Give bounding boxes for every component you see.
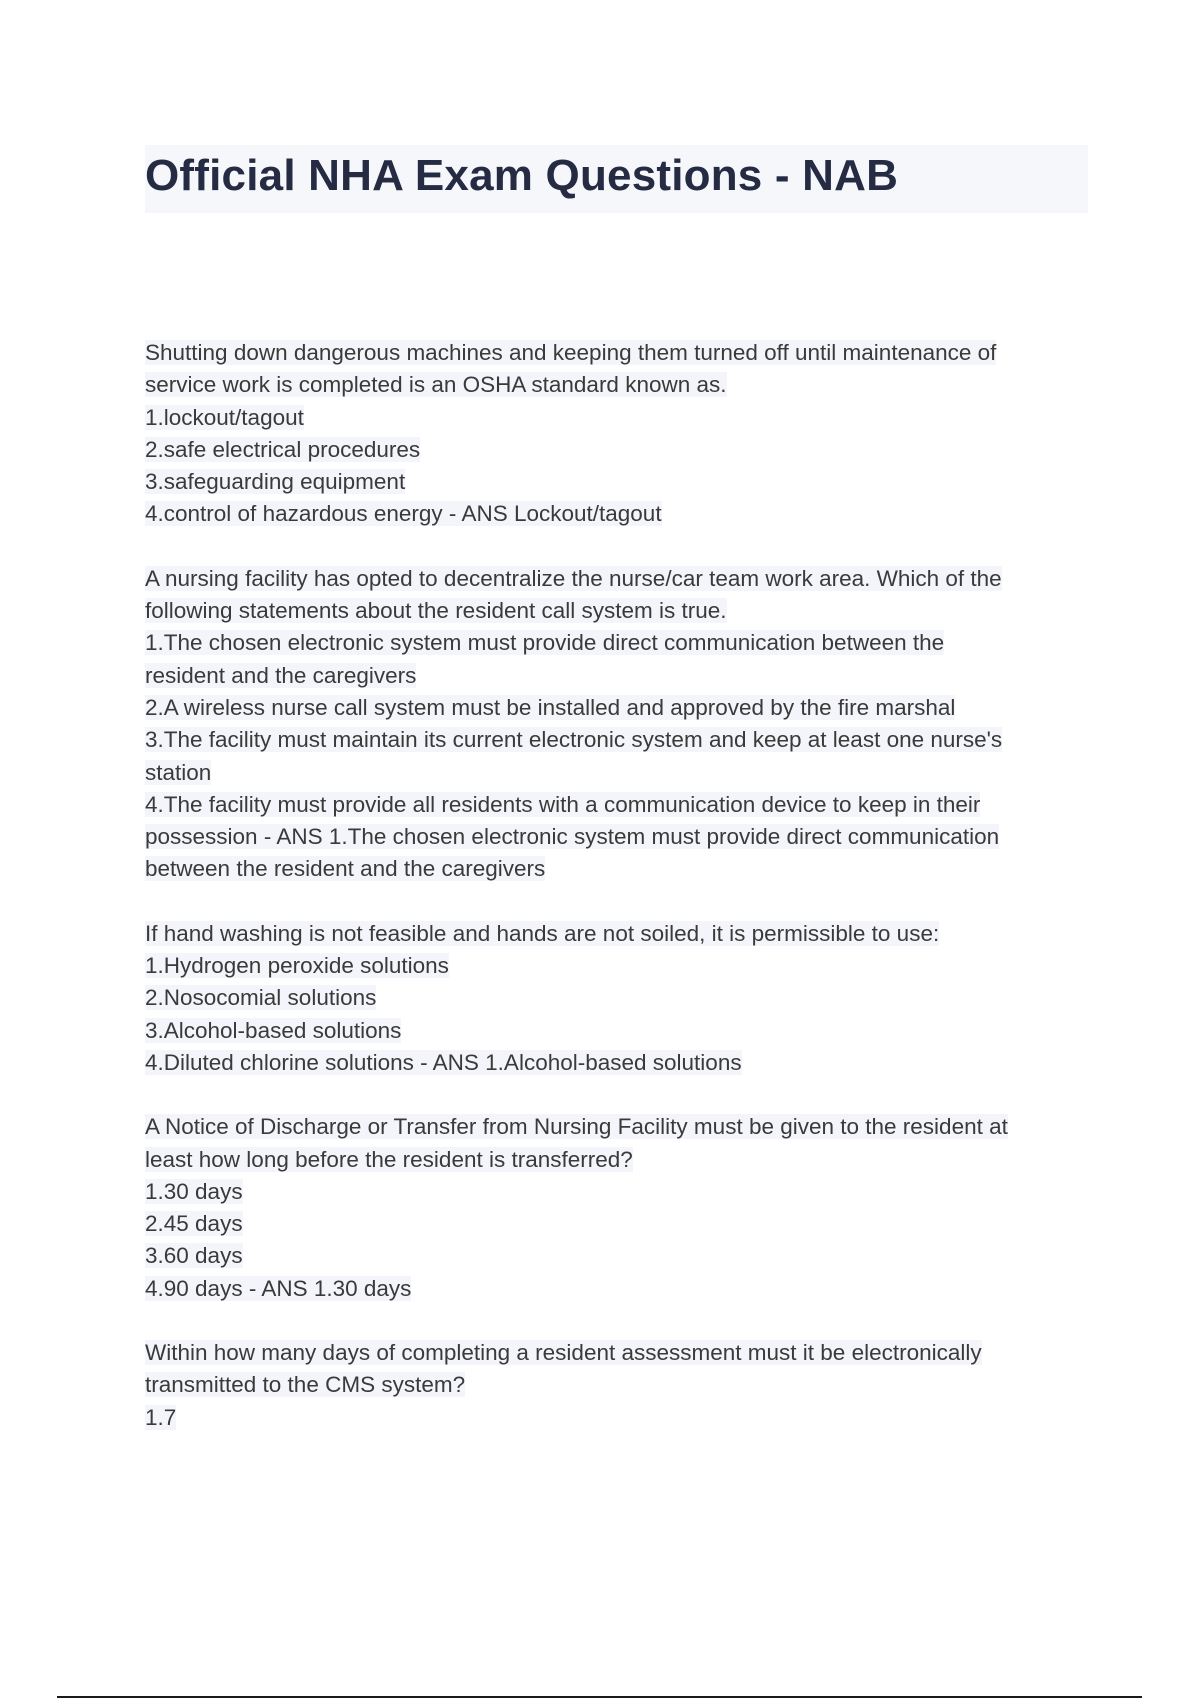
answer-option: 1.30 days [145, 1178, 243, 1204]
question-line: Shutting down dangerous machines and keeping them turned off until maintenance of [145, 340, 997, 365]
question-line: A nursing facility has opted to decentralize the nurse/car team work area. Which of the [145, 565, 1002, 591]
answer-option-with-key: 4.Diluted chlorine solutions - ANS 1.Alcohol-based solutions [145, 1049, 742, 1075]
answer-option-with-key: 4.90 days - ANS 1.30 days [145, 1275, 412, 1301]
question-line: least how long before the resident is transferred? [145, 1146, 633, 1172]
question-line: service work is completed is an OSHA standard known as. [145, 372, 727, 398]
answer-option: 3.The facility must maintain its current electronic system and keep at least one nurse's [145, 727, 1003, 753]
question-block-1 [145, 337, 1095, 531]
answer-option: 2.45 days [145, 1211, 243, 1237]
answer-option: 1.7 [145, 1404, 177, 1430]
question-block-4 [145, 1111, 1095, 1305]
answer-option: 1.lockout/tagout [145, 404, 304, 430]
answer-option: 2.Nosocomial solutions [145, 985, 377, 1011]
question-line: Within how many days of completing a resident assessment must it be electronically [145, 1340, 982, 1366]
answer-option-with-key: 4.control of hazardous energy - ANS Lockout/tagout [145, 501, 662, 527]
answer-option: 2.safe electrical procedures [145, 436, 421, 462]
answer-option: 1.The chosen electronic system must provide direct communication between the [145, 630, 945, 656]
question-line: A Notice of Discharge or Transfer from Nursing Facility must be given to the resident at [145, 1114, 1008, 1140]
question-block-5 [145, 1337, 1095, 1434]
answer-option: 4.The facility must provide all residents with a communication device to keep in their [145, 791, 981, 817]
answer-option: station [145, 759, 212, 785]
question-block-3 [145, 918, 1095, 1079]
answer-option: 3.60 days [145, 1243, 243, 1269]
page-bottom-rule [57, 1696, 1142, 1698]
answer-option-with-key: possession - ANS 1.The chosen electronic system must provide direct communication [145, 824, 1000, 850]
answer-option-with-key: between the resident and the caregivers [145, 856, 546, 882]
question-line: following statements about the resident call system is true. [145, 598, 727, 624]
question-block-2 [145, 563, 1095, 886]
answer-option: 1.Hydrogen peroxide solutions [145, 953, 449, 979]
question-line: transmitted to the CMS system? [145, 1372, 466, 1398]
question-line: If hand washing is not feasible and hands are not soiled, it is permissible to use: [145, 920, 940, 946]
question-list [145, 337, 1095, 1466]
answer-option: 3.safeguarding equipment [145, 469, 406, 495]
answer-option: resident and the caregivers [145, 662, 417, 688]
answer-option: 2.A wireless nurse call system must be installed and approved by the fire marshal [145, 694, 956, 720]
page-title: Official NHA Exam Questions - NAB [145, 151, 899, 200]
answer-option: 3.Alcohol-based solutions [145, 1017, 402, 1043]
